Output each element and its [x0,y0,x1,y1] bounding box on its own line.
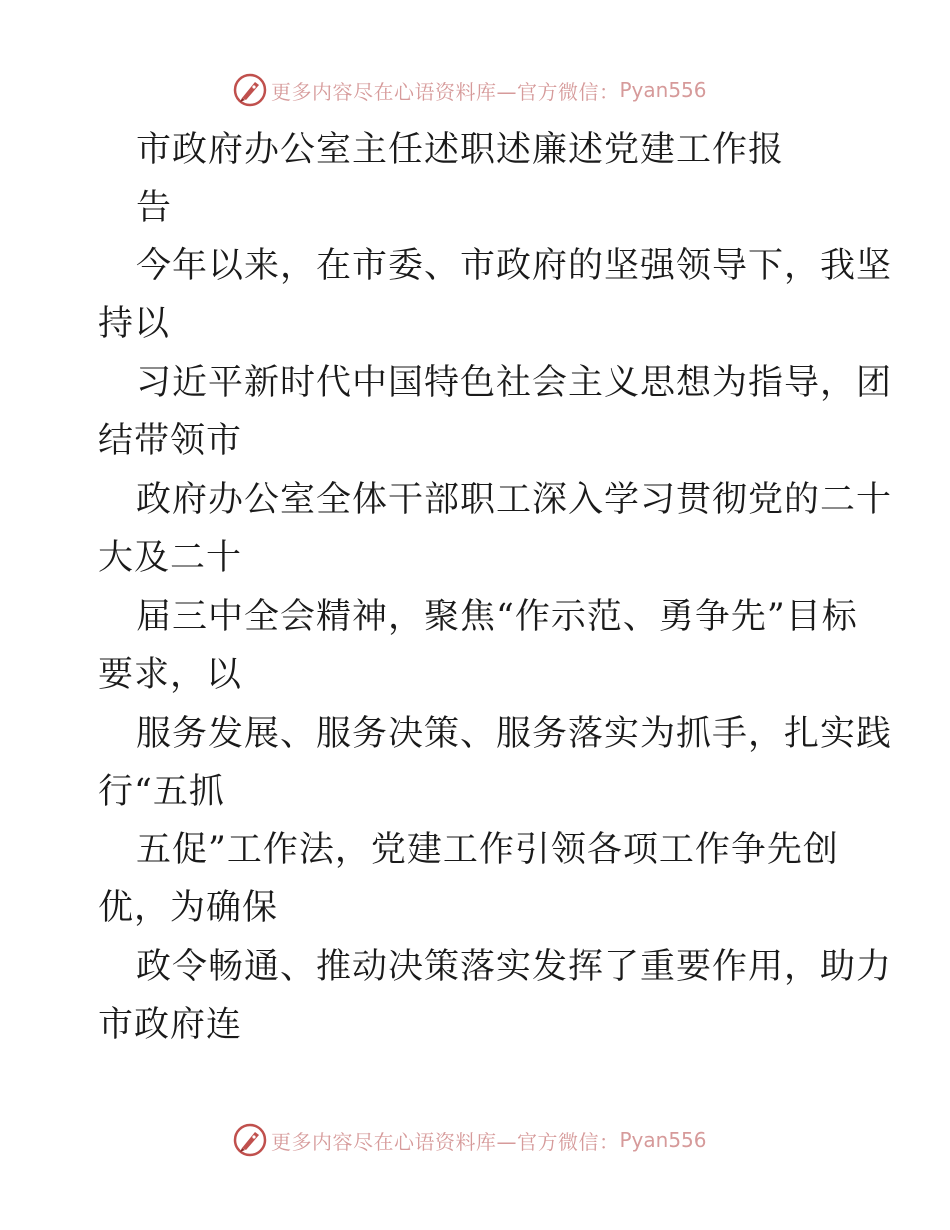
paragraph-line: 政府办公室全体干部职工深入学习贯彻党的二十 [136,480,893,520]
watermark-contact: Pyan556 [619,1128,707,1152]
quill-pen-seal-icon [233,73,267,107]
paragraph-line: 要求，以 [98,655,243,695]
watermark-contact: Pyan556 [619,78,707,102]
paragraph-line: 结带领市 [98,421,243,461]
document-title-line-1: 市政府办公室主任述职述廉述党建工作报 [136,130,785,170]
paragraph-line: 持以 [98,304,171,344]
paragraph-line: 五促”工作法，党建工作引领各项工作争先创 [136,830,839,870]
paragraph-line: 政令畅通、推动决策落实发挥了重要作用，助力 [136,947,893,987]
paragraph-line: 习近平新时代中国特色社会主义思想为指导，团 [136,363,893,403]
paragraph-line: 市政府连 [98,1005,243,1045]
paragraph-line: 届三中全会精神，聚焦“作示范、勇争先”目标 [136,597,858,637]
footer-watermark [233,1120,707,1160]
paragraph-line: 行“五抓 [98,772,225,812]
quill-pen-seal-icon [233,1123,267,1157]
paragraph-line: 优，为确保 [98,888,279,928]
paragraph-line: 服务发展、服务决策、服务落实为抓手，扎实践 [136,714,893,754]
paragraph-line: 大及二十 [98,538,243,578]
document-title-line-2: 告 [136,188,173,228]
watermark-text: 更多内容尽在心语资料库—官方微信： [271,79,620,104]
paragraph-line: 今年以来，在市委、市政府的坚强领导下，我坚 [136,246,893,286]
header-watermark [233,70,707,110]
watermark-text: 更多内容尽在心语资料库—官方微信： [271,1129,620,1154]
